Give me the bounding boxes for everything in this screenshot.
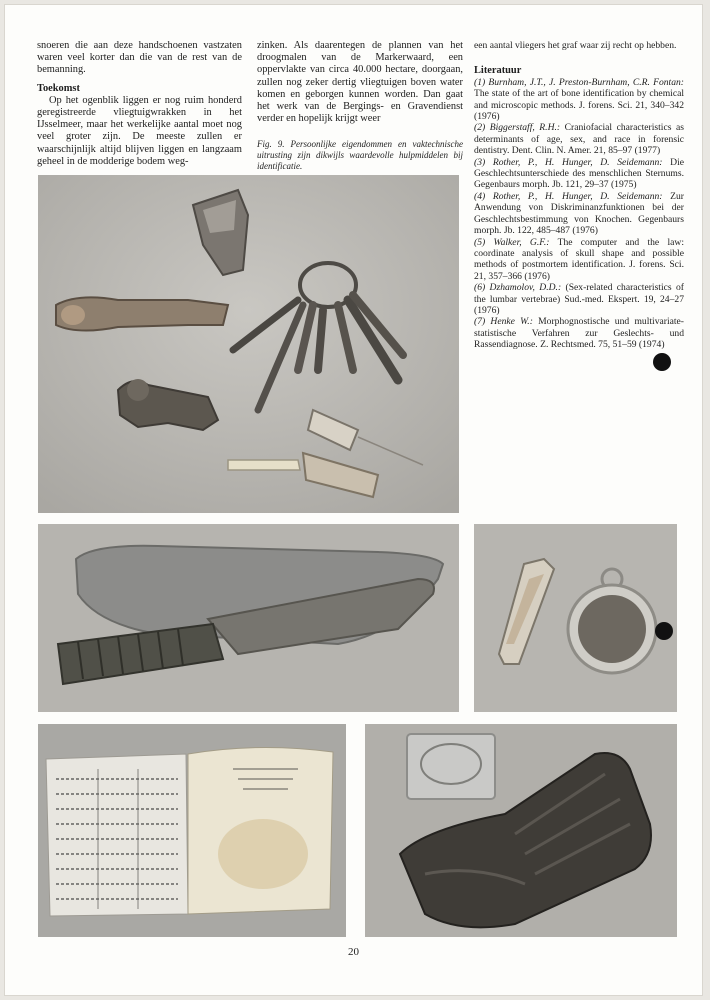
photo-pocketknife-watch — [474, 524, 677, 712]
reference-authors: (2) Biggerstaff, R.H.: — [474, 122, 561, 134]
reference-list — [474, 77, 684, 351]
text-column-1 — [37, 40, 242, 168]
figure-caption: Fig. 9. Persoonlijke eigendommen en vaktechnische uitrusting zijn dikwijls waardevolle hulpmiddelen bij identificatie. — [257, 139, 463, 172]
page — [5, 5, 702, 995]
reference-text: Zur Anwendung von Diskriminanzfunktionen bei der Geschlechtsbestimmung von Knochen. Gegenbaurs morph. Jb. 122, 485–487 (1976) — [474, 190, 684, 237]
reference-authors: (4) Rother, P., H. Hunger, D. Seidemann: — [474, 190, 663, 202]
reference-text: The computer and the law: coordinate analysis of skull shape and possible methods of postmortem identification. J. forens. Sci. 21, 357–366 (1976) — [474, 236, 684, 282]
page-number: 20 — [348, 946, 359, 958]
paragraph: Op het ogenblik liggen er nog ruim honderd geregistreerde vliegtuigwrakken in het IJsselmeer, maar het werkelijke aantal moet nog veel groter zijn. De meeste zullen er waarschijnlijk altijd blijven liggen en langzaam geheel in de modderige bodem weg- — [37, 94, 242, 167]
photo-booklet-graphic — [38, 724, 346, 937]
punch-hole — [655, 622, 673, 640]
punch-hole — [653, 353, 671, 371]
text-column-3 — [474, 40, 684, 351]
reference-text: The state of the art of bone identification by chemical and microscopic methods. J. forens. Sci. 21, 340–342 (1976) — [474, 88, 684, 123]
photo-knife-sheath — [38, 524, 459, 712]
belt-buckle-object — [407, 734, 495, 799]
photo-pocketknife-watch-graphic — [474, 524, 677, 712]
reference-item — [474, 157, 684, 191]
reference-item — [474, 77, 684, 123]
reference-item — [474, 282, 684, 316]
booklet-right-page — [188, 747, 333, 914]
reference-authors: (5) Walker, G.F.: — [474, 236, 550, 248]
text-column-2 — [257, 40, 463, 172]
reference-item — [474, 237, 684, 283]
section-heading: Toekomst — [37, 82, 80, 94]
booklet-left-page — [46, 754, 188, 916]
reference-item — [474, 316, 684, 350]
reference-authors: (6) Dzhamolov, D.D.: — [474, 282, 562, 294]
reference-authors: (7) Henke W.: — [474, 316, 533, 328]
reference-item — [474, 122, 684, 156]
reference-text: Die Geschlechtsunterschiede des menschlichen Sternums. Gegenbaurs morph. Jb. 121, 29–37 (1975) — [474, 156, 684, 191]
reference-text: Craniofacial characteristics as determinants of age, sex, and race in forensic dentistry. Dent. Clin. N. Amer. 21, 85–97 (1977) — [474, 122, 684, 157]
photo-personal-items-graphic — [38, 175, 459, 513]
reference-text: (Sex-related characteristics of the lumbar vertebrae) Sud.-med. Ekspert. 19, 24–27 (1976) — [474, 282, 684, 316]
reference-authors: (3) Rother, P., H. Hunger, D. Seidemann: — [474, 156, 663, 168]
photo-buckle-wallet-graphic — [365, 724, 677, 937]
reference-item — [474, 191, 684, 237]
photo-buckle-wallet — [365, 724, 677, 937]
references-heading: Literatuur — [474, 65, 522, 77]
photo-knife-sheath-graphic — [38, 524, 459, 712]
photo-personal-items — [38, 175, 459, 513]
paragraph: snoeren die aan deze handschoenen vastzaten waren veel korter dan die van de rest van de bemanning. — [37, 40, 242, 76]
corroded-bar-object — [56, 297, 228, 330]
paragraph: zinken. Als daarentegen de plannen van het droogmalen van de Markerwaard, een oppervlakte van circa 40.000 hectare, doorgaan, zullen nog zeker dertig vliegtuigen boven water komen en geborgen kunnen worden. Dan gaat het werk van de Bergings- en Gravendienst verder en hopelijk krijgt weer — [257, 40, 463, 125]
reference-text: Morphognostische und multivariate-statistische Verfahren zur Geslechts- und Rassendiagnose. Z. Rechtsmed. 75, 51–59 (1974) — [474, 316, 684, 351]
photo-booklet — [38, 724, 346, 937]
reference-authors: (1) Burnham, J.T., J. Preston-Burnham, C.R. Fontan: — [474, 76, 684, 88]
paragraph: een aantal vliegers het graf waar zij recht op hebben. — [474, 40, 677, 51]
